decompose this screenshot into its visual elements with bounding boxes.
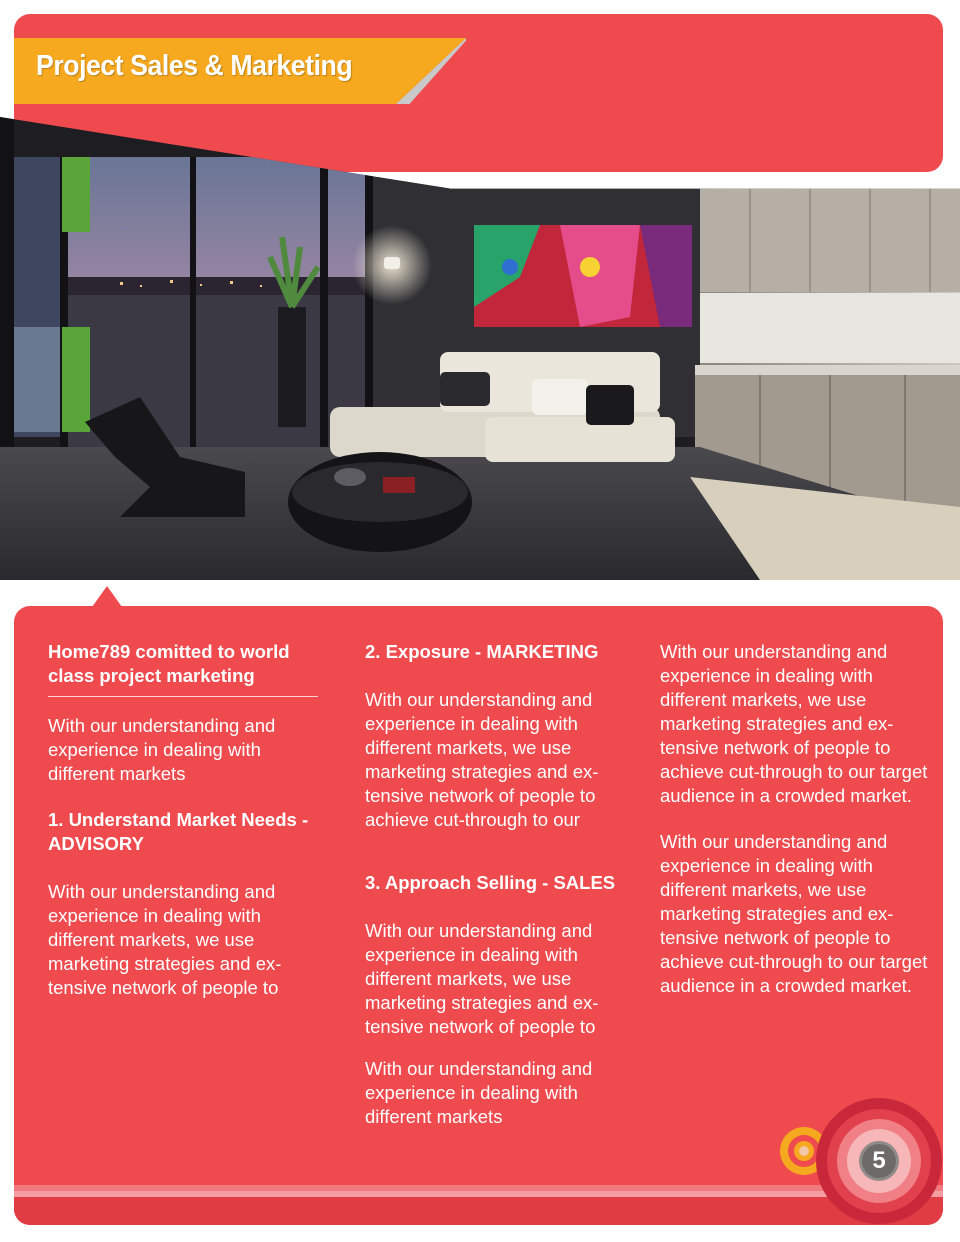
page-number: 5 [872, 1147, 886, 1174]
column-3-paragraph-1: With our understanding and experience in dealing with different markets, we use marketing strategies and ex-tensive network of people to achieve cut-through to our target audience in a crowded market. [660, 641, 928, 806]
section-1-text: With our understanding and experience in dealing with different markets, we use marketing strategies and ex-tensive network of people to [48, 881, 282, 998]
page-number-badge [815, 1097, 943, 1225]
column-2 [365, 640, 630, 1129]
closing-text: With our understanding and experience in dealing with different markets [365, 1058, 593, 1127]
heading-divider [48, 696, 318, 697]
section-3-text: With our understanding and experience in dealing with different markets, we use marketing strategies and ex-tensive network of people to [365, 920, 599, 1037]
intro-heading: Home789 comitted to world class project marketing [48, 641, 290, 686]
interior-photo [0, 117, 960, 580]
section-2-heading: 2. Exposure - MARKETING [365, 641, 599, 662]
section-2-text: With our understanding and experience in dealing with different markets, we use marketing strategies and ex-tensive network of people to achieve cut-through to our [365, 689, 599, 830]
column-1 [48, 640, 323, 1000]
section-1-heading: 1. Understand Market Needs - ADVISORY [48, 809, 309, 854]
page-title: Project Sales & Marketing [36, 50, 353, 82]
panel-pointer [92, 586, 122, 607]
intro-text: With our understanding and experience in dealing with different markets [48, 715, 276, 784]
footer-band [14, 1185, 943, 1225]
column-3-paragraph-2: With our understanding and experience in dealing with different markets, we use marketing strategies and ex-tensive network of people to achieve cut-through to our target audience in a crowded market. [660, 831, 928, 996]
section-3-heading: 3. Approach Selling - SALES [365, 872, 616, 893]
column-3 [660, 640, 935, 998]
